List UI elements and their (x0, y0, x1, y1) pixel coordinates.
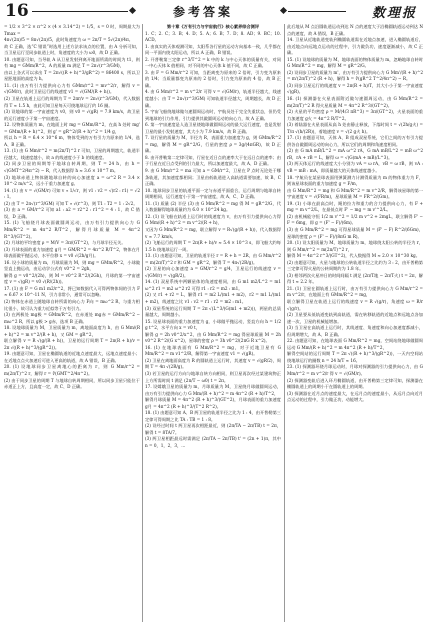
answer-paragraph: 7. 设行星的质量为 M，半径为 R，表面重力加速度为 g，则 GMm/R^2 = mg，解得 M = gR^2/G，行星的密度 ρ = 3g/(4πGR)，故 D 正确。 (145, 135, 281, 154)
answer-paragraph: (3) 着陆器在火星表面从高 h 处由静止释放，下落时间 t = √(2h/g火) = T/π √(h/(2R))，着地速度 v = √(2 g火 h)。 (287, 122, 423, 134)
answer-paragraph: 20. (1) 设太阳质量为 M，地球质量为 m，地球绕太阳公转的半径为 r，则 G Mm/r^2 = m(2π/T)^2 r， (287, 240, 423, 252)
answer-column-middle (145, 24, 281, 622)
answer-paragraph: (3) 探测器在近月点的速度最大，在远月点的速度最小，从远月点向近月点运动的过程中，引力做正功，动能增大。 (287, 390, 423, 403)
answer-paragraph: (3) 相邻两次火星冲日的时间间隔 t 满足 (2π/T地 − 2π/T火) t = 2π，解得 t ≈ 2.2 年。 (287, 272, 423, 285)
answer-paragraph: (3) 在两极处 mg极 = GMm/R^2，在赤道处 mg赤 = GMm/R^2 − mω^2 R，所以 g极 > g赤，选项 B 正确。 (4, 312, 140, 324)
answer-column-left (4, 24, 140, 622)
answer-paragraph: 13. (1) 由题意可知，卫星的轨道半径 r = R + h = 2R，由 G Mm/r^2 = m(2π/T)^2 r 和 GM = gR^2，解得 T = 4π√(2R/g)。 (145, 253, 281, 265)
answer-paragraph: (2) 同步卫星的周期等于地球自转周期，则 T = 24 h，由 h = √(GMT^2/4π^2) − R，代入数据得 h ≈ 3.6 × 10^7 m。 (4, 161, 140, 174)
answer-paragraph: (3) 同步卫星运行的线速度 v = 2π(R + h)/T，其大小小于第一宇宙速度 √(gR)。 (287, 82, 423, 95)
answer-paragraph: (2) 火星的平均密度 ρ = M/(4/3 πR^3) = 3π/(GT^2)，火星表面的重力加速度 g火 = 4π^2 R/T^2。 (287, 109, 423, 121)
answer-paragraph: (2) 卫星的向心加速度 a = GM/r^2 = g/4，卫星运行的线速度 v = √(GM/r) = √(gR/2)。 (145, 266, 281, 278)
answer-paragraph: (2) 由机械能守恒 1/2 m v'^2 = 1/2 m v^2 + 2mgL，联立解得 F' − F = 6mg，即 g = (F' − F)/(6m)。 (287, 213, 423, 226)
answer-paragraph: 17. (1) 由 F = G m1 m2/r^2，将已知数据代入可得两物体间的引力 F ≈ 6.67 × 10^-11 N，引力非常小，通常可以忽略。 (4, 285, 140, 298)
answer-paragraph: (3) 地球赤道上物体随地球自转的向心加速度 a = ω^2 R = 3.4 × 10^-2 m/s^2，远小于重力加速度 g。 (4, 174, 140, 187)
answer-paragraph: 12. 设物体质量为 m，在地面上时 mg = GMm/R^2，在高 h 处时 mg' = GMm/(R + h)^2，则 g' = gR^2/(R + h)^2 = 1/4 g， (4, 122, 140, 134)
answer-paragraph: 4π√(2π)/5 = 8π√(2π)/5，此时角速度为 ω = 2π/T = 5√(2π)/4π。 (4, 37, 133, 43)
answer-paragraph: 16. 设小球的质量为 m，月球质量为 M，则 mg = GMm/R^2，小球做竖直上抛运动，由运动学公式有 v0^2 = 2gh， (4, 259, 140, 272)
answer-paragraph: 15. (1) 飞船绕月球表面做圆周运动，由万有引力提供向心力 G Mm/R^2 = m 4π^2 R/T^2，解得月球质量 M = 4π^2 R^3/(GT^2)。 (4, 220, 140, 239)
answer-paragraph: (2) 卫星在轨道上运行的周期为 T = 2πr/v = 2π√(r^3/GM)，代入数据得 T ≈ 1.5 h，由此可知卫星每天可绕地球运行约 16 圈。 (4, 96, 140, 108)
answer-paragraph: 16. (1) 探测器在火星表面附近做匀速圆周运动，由 G Mm/R^2 = m(2π/T)^2 R 得火星质量 M = 4π^2 R^3/(GT^2)。 (287, 96, 423, 108)
answer-paragraph: 联立解得 v = R √(g/(R + h))，卫星的运行周期 T = 2π(R + h)/v = 2π √((R + h)^3/(gR^2))。 (4, 338, 140, 350)
answer-paragraph: 由 G Mm/R^2 = mg 和 G Mm/R^2 = m v^2/R，解得该星球的第一宇宙速度 v = √(FR/m)，星球质量 M = FR^2/(Gm)。 (287, 187, 423, 200)
answer-paragraph: = 1/2 × 3^2 × π^2 × (4 × 3.14^2) = 1/5，s = 0 时，周期最大为 Tmax = (4, 24, 140, 36)
answer-columns (4, 24, 424, 622)
answer-paragraph: 又因为 G Mm/R^2 = mg，联立解得 v = R√(g/(R + h))，代入数据得 v ≈ 7.7 km/s。 (145, 226, 281, 239)
answer-paragraph: 8. 由开普勒第二定律可知，行星在近日点的速率大于在远日点的速率；由于行星在近日点受到的引力最大，所以加速度最大，故 A、D 正确。 (145, 154, 281, 167)
answer-paragraph: (3) 设地球的第一宇宙速度为 v0，则 v0 = √(gR) = 7.9 km/s，故卫星的运行速度小于第一宇宙速度。 (4, 109, 140, 121)
answer-paragraph: (3) 当卫星在高轨道上运行时，其线速度、角速度和向心加速度都减小，但周期增大，故 A、B 正确。 (287, 325, 423, 337)
answer-paragraph: 4. 由 G Mm/r^2 = m v^2/r 可得 v = √(GM/r)，轨道半径越大，线速度越小；由 T = 2π√(r^3/GM) 可知轨道半径越大，周期越长，故 D 正确。 (145, 89, 281, 108)
answer-paragraph: 17. 设嫦娥卫星的质量为 m，月球质量为 M，卫星绕月球做圆周运动，由万有引力提供向心力 G Mm/(R + h)^2 = m 4π^2 (R + h)/T^2， (145, 384, 281, 396)
brand-logo-text: 数理报 (371, 6, 417, 21)
answer-paragraph: (3) 两天体运行的线速度大小分别为 vA = ω rA，vB = ω rB，则 vA : vB = mB : mA，即质量越大的天体线速度越小。 (287, 161, 423, 174)
answer-paragraph: 所以 h = R = 6.4 × 10^6 m，物体受到的万有引力为原来的 1/4，选 A、B 正确。 (4, 135, 140, 147)
answer-paragraph: 18. 设地球质量为 M，卫星质量为 m，离地面高度为 h，由 G Mm/(R + h)^2 = m v^2/(R + h)，又 GM = gR^2， (4, 325, 140, 337)
answer-paragraph: 11. (1) 质量 (2) 半径 (3) 由 G Mm/R^2 = mg 得 M = gR^2/G，代入数据解得地球质量约为 6.0 × 10^24 kg。 (145, 200, 281, 213)
answer-paragraph: (3) 两卫星相距最远时需满足 (2π/TA − 2π/TB) t' = (2n + 1)π，其中 n = 0，1，2，3，… (145, 436, 281, 448)
answer-paragraph: 5. 宇宙飞船绕地球做匀速圆周运动时，宇航员处于完全失重状态，但仍受到地球的引力作用，引力提供其做圆周运动的向心力，故 A 正确。 (145, 109, 281, 121)
answer-paragraph: (2) 飞船运行的周期 T = 2π(R + h)/v ≈ 5.4 × 10^3 s，即飞船大约每 1.5 h 绕地球运行一周。 (145, 240, 281, 252)
answer-paragraph: 2. 开普勒第三定律 r^3/T^2 = k 中的 k 与中心天体的质量有关，对同一中心天体 k 值相同，对不同的中心天体 k 值不同，故 C 正确。 (145, 56, 281, 69)
answer-paragraph: (2) 卫星在离地面高度为 R 的圆轨道上运行时，其速度 v = √(gR/2)，周期 T = 4π √(2R/g)。 (145, 357, 281, 370)
answer-paragraph: 15. 设星球表面的重力加速度为 g，小球做平抛运动，竖直方向 h = 1/2 g t^2，水平方向 x = v0 t， (145, 318, 281, 331)
header-diamond-right (280, 7, 287, 14)
answer-paragraph: 解得月球质量 M = 4π^2 (R + h)^3/(GT^2)，月球表面的重力加速度 g月 = 4π^2 (R + h)^3/(T^2 R^2)。 (145, 397, 281, 409)
answer-paragraph: (2) 由于同步卫星的周期 T 与地球自转周期相同，所以同步卫星只能位于赤道正上方，且高度一定，故 C、D 正确。 (4, 377, 140, 390)
answer-paragraph: 18. 宇航员在某星球表面用弹簧测力计测得质量为 m 的物体重力为 F，则该星球表面的重力加速度 g = F/m， (287, 174, 423, 187)
answer-column-right (287, 24, 423, 622)
answer-paragraph: 此后地从 M 点沿圆轨道运动到达 N 点的速度大于沿椭圆轨道运动到达 N 点的速度，故 A 错误，B 正确。 (287, 24, 423, 36)
answer-paragraph: (2) 由题意可知，火星与地球的公转轨道半径之比约为 3 : 2，由开普勒第三定律可得火星的公转周期约为 1.8 年。 (287, 259, 423, 272)
section-heading: 第十章《万有引力与宇宙航行》核心素养综合测评 (166, 24, 260, 29)
answer-paragraph: (2) 又 r1 + r2 = L，解得 r1 = m2 L/(m1 + m2)，r2 = m1 L/(m1 + m2)，线速度之比 v1 : v2 = r1 : r2 = m2 : m1。 (145, 292, 281, 304)
answer-paragraph: 15. (1) 设地球的质量为 M，地球表面的物体质量为 m，忽略地球自转时 G Mm/R^2 = mg，解得 M = gR^2/G。 (287, 56, 423, 69)
answer-paragraph: (3) 若卫星的运行方向与地球自转方向相同，则卫星再次经过某建筑物正上方所需时间 t 满足 (2π/T − ω0) t = 2π。 (145, 370, 281, 383)
answer-paragraph: 14. 卫星从近地轨道变轨到椭圆轨道需在近地点加速，进入椭圆轨道后，由近地点向远地点运动的过程中，引力做负功，速度逐渐减小，故 C 正确。 (287, 37, 423, 56)
answer-paragraph: (2) 月球的平均密度 ρ = M/V = 3π/(GT^2)，与月球半径无关。 (4, 240, 126, 246)
answer-paragraph: 17. (1) 由题意可知，天体 A、B 组成双星系统，它们之间的万有引力提供各自做圆周运动的向心力，所以它们的周期和角速度相同。 (287, 135, 423, 147)
answer-paragraph: 19. (1) 小球在最高点时，绳的拉力和重力的合力提供向心力，有 F + mg = m v^2/L，在最低点时 F' − mg = m v'^2/L。 (287, 200, 423, 213)
answer-paragraph: 9. 由 G Mm/r^2 = ma 可知 a = GM/r^2，卫星在 P 点时无论处于哪条轨道，其加速度都相同；卫星由低轨道进入高轨道需要加速，故 B、C 正确。 (145, 168, 281, 187)
page-header (0, 0, 427, 24)
answer-paragraph: 21. (1) 卫星在圆轨道上运行时，由万有引力提供向心力 G Mm/r^2 = m v^2/r，在地面上有 GMm/R^2 = mg， (287, 285, 423, 298)
answer-paragraph: 联立解得卫星在轨道上运行的线速度 v = R √(g/r)，角速度 ω = R/r √(g/r)。 (287, 298, 423, 311)
answer-paragraph: 10. 由题意可知，当导轨 A 从卫星发射到离开地面所需的时间为 t1，则有 mg = GMm/R^2，A 的质量 m 满足 T = 2π√(r^3/GM)， (4, 56, 140, 69)
answer-paragraph: 解得 g = 2h v0^2/x^2，由 G Mm/R^2 = mg 得星球质量 M = 2h v0^2 R^2/(G x^2)，星球的密度 ρ = 3h v0^2/(2πG R x^2)。 (145, 331, 281, 344)
answer-paragraph: (3) 月球表面的重力加速度 g月 = GM/R^2 = 4π^2 R/T^2，物体在月球表面做平抛运动，水平位移 x = v0 √(2h/g月)。 (4, 246, 140, 259)
header-title: 参考答案 (172, 5, 233, 19)
answer-paragraph: 3. 由 F = G Mm/r^2 可知，当距离变为原来的 2 倍时，引力变为原来的 1/4；当质量都变为原来的 2 倍时，引力变为原来的 4 倍，故 B 正确。 (145, 69, 281, 88)
answer-paragraph: 解得空间站的运行周期 T = 2π √((R + h)^3/(gR^2))，一天内空间站绕地球运行的圈数 n = 24 h/T ≈ 16。 (287, 351, 423, 363)
header-rule-right (288, 11, 346, 12)
answer-paragraph: 14. (1) 双星系统中两颗星体的角速度相同，由 G m1 m2/L^2 = m1 ω^2 r1 = m2 ω^2 r2 可得 r1 : r2 = m2 : m1。 (145, 279, 281, 291)
answer-paragraph: 22. 由题意可知，在地球表面 G Mm/R^2 = mg，空间站绕地球做圆周运动 G Mm/(R + h)^2 = m 4π^2 (R + h)/T^2， (287, 338, 423, 350)
answer-paragraph: (2) 设同步卫星的质量为 m'，由万有引力提供向心力 G Mm'/(R + h)^2 = m'(2π/T)^2 (R + h)，解得 h = ∛(gR^2 T^2/4π^2) − R。 (287, 69, 423, 82)
answer-paragraph: 解得 M = 4π^2 r^3/(GT^2)，代入数据得 M ≈ 2.0 × 10^30 kg。 (287, 253, 420, 259)
answer-paragraph: 20. (1) 设地球同步卫星离地心的距离为 r，则 G Mm/r^2 = m(2π/T)^2 r，解得 r = ∛(GMT^2/4π^2)。 (4, 364, 140, 376)
answer-paragraph: (3) 双星系统的运行周期 T = 2π √(L^3/(G(m1 + m2)))，两星的总质量越大，周期越小。 (145, 305, 281, 318)
answer-paragraph: 16. (1) 在地球表面有 G Mm/R^2 = mg，对于近地卫星有 G Mm/R^2 = m v1^2/R，解得第一宇宙速度 v1 = √(gR)。 (145, 344, 281, 357)
answer-paragraph: 1. 由真实的天体观测可知，太阳系各行星的运动方向基本一致，几乎都在同一平面内绕太阳运动，所以 A 正确，B 错误。 (145, 43, 281, 56)
answer-paragraph: (2) 由 T = 2π√(r^3/GM) 可知 T ∝ √(r^3)，则 T1 : T2 = 1 : 2√2。 (4, 200, 138, 206)
answer-paragraph: (2) 由 G mA mB/L^2 = mA ω^2 rA，G mA mB/L^2 = mB ω^2 rB，rA + rB = L，解得 ω = √(G(mA + mB)/L^3)。 (287, 148, 423, 160)
answer-paragraph: 由以上各式可以求出 T = 2π√((R + h)^3/gR^2) = 86400 s，所以卫星距地面的高度为 h。 (4, 69, 140, 82)
answer-paragraph: (2) 探测器变轨后进入环月椭圆轨道，由开普勒第三定律可知，探测器在椭圆轨道上的周期小于在圆轨道上的周期。 (287, 377, 423, 390)
answer-paragraph: 12. (1) 设飞船在轨道上运行时的线速度为 v，由万有引力提供向心力得 G Mm/(R + h)^2 = m v^2/(R + h)， (145, 213, 281, 226)
answer-paragraph: 18. (1) 由题意可知 A、B 两卫星的轨道半径之比为 1 : 4，由开普勒第三定律可得周期之比 TA : TB = 1 : 8。 (145, 410, 281, 422)
answer-paragraph: 10. 地球同步卫星的轨道平面一定与赤道平面重合，运行周期与地球自转周期相同，运行速度小于第一宇宙速度，故 A、C、D 正确。 (145, 187, 281, 200)
answer-paragraph: 19. 由题意可知，卫星在椭圆轨道的近地点速度最大，远地点速度最小；在近地点点火加速后可进入更高的轨道，故 A 错误，B 正确。 (4, 351, 140, 363)
answer-paragraph: 13. (1) 由 G Mm/r^2 = m(2π/T)^2 r 可知，卫星的周期越大，轨道半径越大，线速度越小，故 a 的线速度小于 b 的线速度。 (4, 148, 140, 160)
header-rule-left (32, 11, 128, 12)
page-number: 16 (5, 1, 29, 21)
answer-paragraph: 23. (1) 探测器环绕月球运动时，月球对探测器的引力提供向心力，由 G Mm/r^2 = m v^2/r 得 v = √(GM/r)。 (287, 364, 423, 376)
answer-paragraph: 故 C 正确，选“C 错误”时选用上述方法求该点的位置，由 A 分析可知，当卫星运行至同步轨道上时，角速度的大小为 ω0，故 D 正确。 (4, 43, 140, 56)
answer-paragraph: (3) 由 G Mm/R^2 = mg 可得星球质量 M = (F' − F) R^2/(6Gm)，星球的密度 ρ = (F' − F)/(8πG m R)。 (287, 226, 423, 239)
answer-paragraph: 解得 g = v0^2/(2h)，则 M = v0^2 R^2/(2Gh)，月球的第一宇宙速度 v = √(gR) = v0 √(R/(2h))。 (4, 272, 140, 285)
answer-paragraph: 6. 第一宇宙速度是人造卫星绕地球做圆周运动的最大运行速度，也是发射卫星的最小发射速度，其大小为 7.9 km/s，故 B 正确。 (145, 122, 281, 134)
answer-paragraph: (2) 设经过时间 t 两卫星再次相距最近，则 (2π/TA − 2π/TB) t = 2π，解得 t = 8TA/7。 (145, 423, 281, 435)
answer-paragraph: (2) 卫星要从低轨道变轨到高轨道，需在转移轨道的近地点和远地点各加速一次，卫星的机械能增加。 (287, 312, 423, 324)
answer-paragraph: 14. (1) 由 v = √(GM/r) 可知 v ∝ 1/√r，则 v1 : v2 = √(r2 : r1) = √2 : 1。 (4, 187, 140, 200)
choice-answers: 1. C；2. C；3. B；4. D；5. A；6. B；7. D；8. AD；9. BC；10. ACD。 (145, 30, 281, 43)
answer-paragraph: (2) 物体在赤道上随地球自转所需的向心力 F向 = mω^2 R，与重力相比很小，故可认为重力近似等于万有引力。 (4, 298, 140, 311)
answer-paragraph: (3) 由 a = GM/r^2 可知 a1 : a2 = r2^2 : r1^2 = 4 : 1，故 C 错误，D 正确。 (4, 207, 140, 219)
answer-paragraph: 11. (1) 由万有引力提供向心力有 GMm/r^2 = mv^2/r，解得 v = √(GM/r)，此时卫星运行的线速度 v1 = √(GM/(R + h))。 (4, 82, 140, 95)
